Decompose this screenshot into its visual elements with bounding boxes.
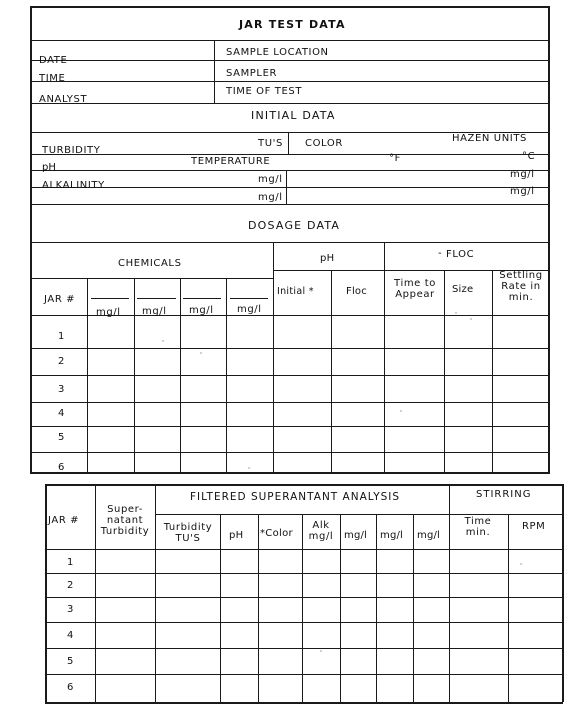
lower-row-divider-3 xyxy=(45,622,562,623)
lower-jar-number: 1 xyxy=(67,557,74,568)
chemical-blank-3 xyxy=(183,298,221,299)
ph-floc-label: Floc xyxy=(346,286,367,297)
dosage-data-heading: DOSAGE DATA xyxy=(248,219,341,232)
lower-col-divider-stirring xyxy=(449,484,450,702)
lower-row-divider-5 xyxy=(45,674,562,675)
sampler-label: SAMPLER xyxy=(226,68,278,79)
time-to-appear-label: Time to Appear xyxy=(394,278,436,300)
dosage-jar-number: 5 xyxy=(58,432,65,443)
scan-speck xyxy=(320,650,322,652)
lower-jar-label: JAR # xyxy=(48,515,80,526)
dosage-chemicals-divider xyxy=(30,278,273,279)
chemical-unit-1: mg/l xyxy=(96,307,121,318)
floc-heading: FLOC xyxy=(446,249,475,260)
chemical-blank-4 xyxy=(230,298,268,299)
supernatant-turbidity-label: Super-natant Turbidity xyxy=(100,504,150,537)
header-row-divider-3 xyxy=(30,103,548,104)
dosage-jar-number: 1 xyxy=(58,331,65,342)
upper-form-top-border xyxy=(30,6,548,8)
dosage-jar-number: 2 xyxy=(58,356,65,367)
lower-subheader-divider xyxy=(155,514,562,515)
initial-row-divider-4 xyxy=(30,204,548,205)
lower-table-top-border xyxy=(45,484,563,486)
temperature-mgl-unit: mg/l xyxy=(510,169,535,180)
filtered-alk-label: Alk mg/l xyxy=(308,520,334,542)
scan-speck xyxy=(455,312,457,314)
upper-form-left-border xyxy=(30,6,32,474)
dosage-heading-divider xyxy=(30,242,548,243)
sample-location-label: SAMPLE LOCATION xyxy=(226,47,329,58)
stirring-heading: STIRRING xyxy=(476,489,532,500)
upper-form-right-border xyxy=(548,6,550,474)
celsius-unit: °C xyxy=(522,151,536,162)
dosage-row-divider-4 xyxy=(30,426,548,427)
lower-row-divider-1 xyxy=(45,573,562,574)
stirring-rpm-label: RPM xyxy=(522,521,546,532)
lower-row-divider-2 xyxy=(45,597,562,598)
lower-jar-number: 5 xyxy=(67,656,74,667)
scan-speck xyxy=(200,352,202,354)
dosage-jar-label: JAR # xyxy=(44,294,76,305)
chemical-unit-2: mg/l xyxy=(142,306,167,317)
lower-jar-number: 6 xyxy=(67,682,74,693)
dosage-row-divider-3 xyxy=(30,402,548,403)
extra-mgl-unit-1: mg/l xyxy=(258,192,283,203)
lower-jar-number: 3 xyxy=(67,604,74,615)
dosage-row-divider-5 xyxy=(30,452,548,453)
chemical-unit-3: mg/l xyxy=(189,305,214,316)
alkalinity-mgl-unit: mg/l xyxy=(258,174,283,185)
dosage-col-divider-floc-2 xyxy=(492,270,493,472)
initial-row-divider-3 xyxy=(30,187,548,188)
chemical-unit-4: mg/l xyxy=(237,304,262,315)
scan-speck xyxy=(248,467,250,469)
dosage-col-divider-chem-ph xyxy=(273,242,274,472)
lower-header-bottom xyxy=(45,549,562,550)
time-of-test-label: TIME OF TEST xyxy=(226,86,303,97)
dosage-col-divider-ph xyxy=(331,270,332,472)
tus-unit-label: TU'S xyxy=(258,138,283,149)
form-title: JAR TEST DATA xyxy=(239,18,346,31)
header-row-divider-1 xyxy=(30,60,548,61)
lower-table-bottom-border xyxy=(45,702,563,704)
dosage-row-divider-1 xyxy=(30,348,548,349)
ph-label: pH xyxy=(42,162,56,173)
floc-heading-mark: - xyxy=(438,248,443,259)
dosage-jar-number: 3 xyxy=(58,384,65,395)
analyst-label: ANALYST xyxy=(39,94,88,105)
dosage-jar-number: 6 xyxy=(58,462,65,473)
filtered-mgl-label-3: mg/l xyxy=(417,530,441,541)
scan-speck xyxy=(520,563,522,565)
initial-mgl-divider xyxy=(286,170,287,204)
dosage-col-divider-floc-1 xyxy=(444,270,445,472)
chemical-blank-2 xyxy=(137,298,176,299)
initial-row-divider-1 xyxy=(30,154,548,155)
dosage-jar-number: 4 xyxy=(58,408,65,419)
initial-turbidity-divider xyxy=(288,132,289,154)
lower-col-divider-super xyxy=(155,484,156,702)
lower-table-left-border xyxy=(45,484,47,702)
lower-row-divider-4 xyxy=(45,648,562,649)
header-column-divider xyxy=(214,40,215,103)
initial-row-divider-2 xyxy=(30,170,548,171)
dosage-row-divider-2 xyxy=(30,375,548,376)
filtered-turbidity-label: Turbidity TU'S xyxy=(163,522,213,544)
scan-speck xyxy=(162,340,164,342)
filtered-ph-label: pH xyxy=(229,530,244,541)
hazen-units-label: HAZEN UNITS xyxy=(452,133,527,144)
lower-jar-number: 2 xyxy=(67,580,74,591)
filtered-mgl-label-2: mg/l xyxy=(380,530,404,541)
alkalinity-label: ALKALINITY xyxy=(42,180,105,191)
header-row-divider-2 xyxy=(30,81,548,82)
temperature-label: TEMPERATURE xyxy=(191,156,271,167)
dosage-ph-heading: pH xyxy=(320,253,335,264)
scan-speck xyxy=(400,410,402,412)
time-label: TIME xyxy=(39,73,66,84)
chemical-blank-1 xyxy=(91,298,129,299)
lower-table-right-border xyxy=(562,484,564,702)
upper-form-bottom-border xyxy=(30,472,548,474)
extra-mgl-unit-2: mg/l xyxy=(510,186,535,197)
size-label: Size xyxy=(452,284,474,295)
color-label: COLOR xyxy=(305,138,343,149)
fahrenheit-unit: °F xyxy=(389,153,401,164)
scan-speck xyxy=(470,318,472,320)
turbidity-label: TURBIDITY xyxy=(42,145,101,156)
filtered-color-label: *Color xyxy=(260,528,293,539)
lower-jar-number: 4 xyxy=(67,630,74,641)
chemicals-heading: CHEMICALS xyxy=(118,258,182,269)
filtered-analysis-heading: FILTERED SUPERANTANT ANALYSIS xyxy=(190,491,401,503)
title-divider xyxy=(30,40,548,41)
dosage-col-divider-ph-floc xyxy=(384,242,385,472)
ph-initial-label: Initial * xyxy=(277,286,314,297)
filtered-mgl-label-1: mg/l xyxy=(344,530,368,541)
settling-rate-label: Settling Rate in min. xyxy=(499,270,543,303)
date-label: DATE xyxy=(39,55,68,66)
stirring-time-label: Time min. xyxy=(464,516,492,538)
initial-data-heading: INITIAL DATA xyxy=(251,109,336,122)
